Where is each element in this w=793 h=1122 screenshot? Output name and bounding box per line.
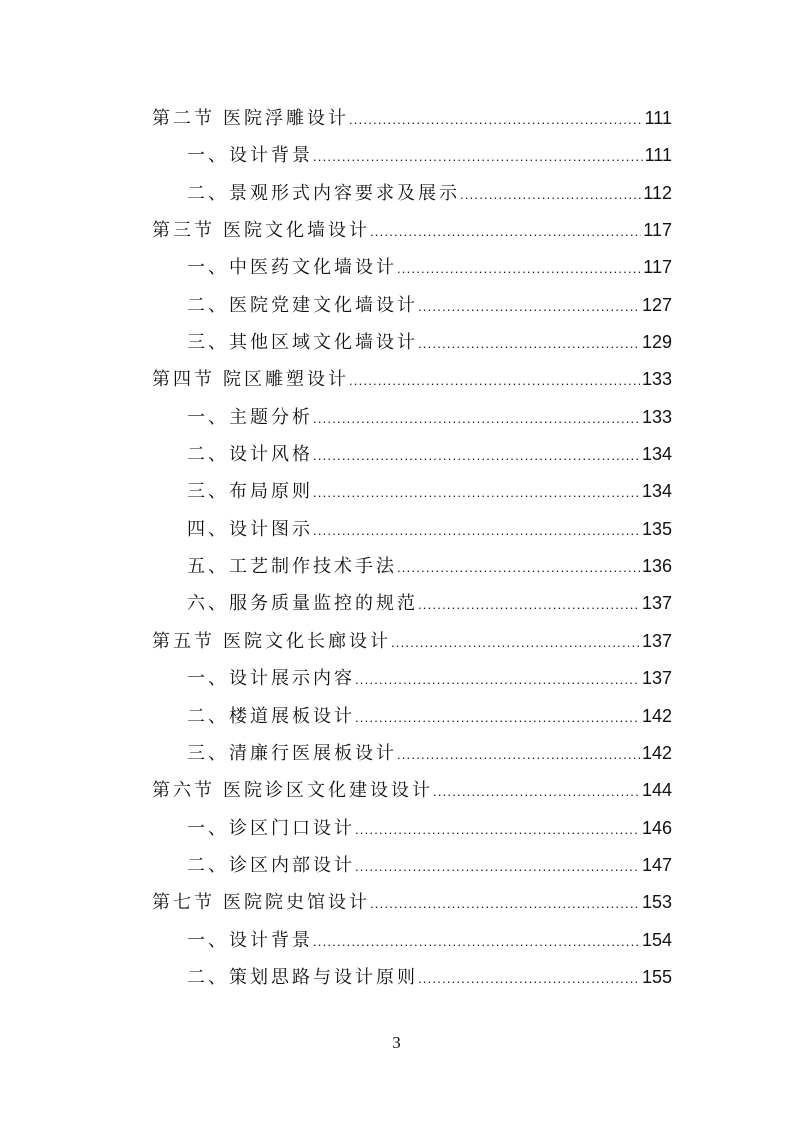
dot-leader — [397, 250, 641, 287]
toc-section-entry — [152, 361, 672, 398]
dot-leader — [433, 773, 640, 810]
page-number: 142 — [641, 705, 672, 726]
toc-section-entry — [152, 884, 672, 921]
item-title: 一、诊区门口设计 — [187, 817, 355, 839]
toc-item-entry — [152, 810, 672, 847]
dot-leader — [370, 213, 641, 250]
dot-leader — [355, 848, 640, 885]
dot-leader — [418, 325, 640, 362]
page-number: 111 — [644, 108, 672, 128]
toc-item-entry — [152, 922, 672, 959]
toc-item-entry — [152, 249, 672, 286]
page-number: 134 — [641, 481, 672, 502]
dot-leader — [370, 885, 640, 922]
page-number: 117 — [643, 257, 672, 278]
dot-leader — [313, 400, 640, 437]
section-title: 院区雕塑设计 — [223, 369, 349, 391]
page-number: 134 — [641, 444, 672, 465]
item-title: 三、其他区域文化墙设计 — [187, 332, 418, 354]
item-title: 三、清廉行医展板设计 — [187, 742, 397, 764]
toc-item-entry — [152, 436, 672, 473]
page-number: 136 — [641, 556, 672, 577]
item-title: 二、楼道展板设计 — [187, 705, 355, 727]
section-number: 第五节 — [152, 630, 215, 652]
item-title: 二、景观形式内容要求及展示 — [187, 182, 460, 204]
page-number: 133 — [641, 369, 672, 390]
dot-leader — [313, 512, 640, 549]
page-number: 137 — [641, 668, 672, 689]
section-title: 医院浮雕设计 — [223, 108, 349, 129]
dot-leader — [355, 699, 640, 736]
page-number: 117 — [643, 220, 672, 241]
item-title: 二、设计风格 — [187, 444, 313, 466]
page-number: 154 — [641, 929, 672, 950]
toc-item-entry — [152, 287, 672, 324]
toc-item-entry — [152, 660, 672, 697]
page-number: 129 — [641, 332, 672, 353]
dot-leader — [349, 101, 643, 138]
dot-leader — [418, 586, 640, 623]
toc-item-entry — [152, 548, 672, 585]
page-number: 137 — [641, 630, 672, 651]
item-title: 一、设计展示内容 — [187, 668, 355, 690]
dot-leader — [313, 138, 643, 175]
dot-leader — [397, 549, 640, 586]
item-title: 四、设计图示 — [187, 518, 313, 540]
page-number: 112 — [643, 182, 672, 203]
section-number: 第四节 — [152, 369, 215, 391]
page-number: 155 — [641, 966, 672, 987]
page-number: 146 — [641, 817, 672, 838]
section-number: 第七节 — [152, 892, 215, 914]
toc-item-entry — [152, 511, 672, 548]
toc-section-entry — [152, 212, 672, 249]
item-title: 二、医院党建文化墙设计 — [187, 294, 418, 316]
section-title: 医院诊区文化建设设计 — [223, 780, 433, 802]
toc-item-entry — [152, 175, 672, 212]
toc-item-entry — [152, 137, 672, 174]
section-title: 医院院史馆设计 — [223, 892, 370, 914]
dot-leader — [349, 362, 640, 399]
dot-leader — [313, 437, 640, 474]
toc-item-entry — [152, 585, 672, 622]
dot-leader — [397, 736, 640, 773]
toc-section-entry — [152, 623, 672, 660]
dot-leader — [313, 474, 640, 511]
item-title: 一、主题分析 — [187, 406, 313, 428]
item-title: 一、中医药文化墙设计 — [187, 257, 397, 279]
section-number: 第六节 — [152, 780, 215, 802]
section-number: 第二节 — [152, 108, 215, 129]
page-number: 111 — [644, 145, 672, 166]
page-number: 142 — [641, 742, 672, 763]
page-number: 137 — [641, 593, 672, 614]
item-title: 一、设计背景 — [187, 145, 313, 167]
item-title: 三、布局原则 — [187, 481, 313, 503]
dot-leader — [391, 624, 640, 661]
toc-item-entry — [152, 473, 672, 510]
page-number: 144 — [641, 780, 672, 801]
item-title: 二、策划思路与设计原则 — [187, 966, 418, 988]
page-number: 133 — [641, 406, 672, 427]
toc-item-entry — [152, 698, 672, 735]
page-number: 135 — [641, 518, 672, 539]
dot-leader — [418, 960, 640, 997]
page-footer-number: 3 — [392, 1033, 401, 1052]
section-number: 第三节 — [152, 220, 215, 242]
page-number: 153 — [641, 892, 672, 913]
section-title: 医院文化长廊设计 — [223, 630, 391, 652]
item-title: 二、诊区内部设计 — [187, 854, 355, 876]
toc-section-entry — [152, 772, 672, 809]
dot-leader — [355, 661, 640, 698]
item-title: 五、工艺制作技术手法 — [187, 556, 397, 578]
page-number: 127 — [641, 294, 672, 315]
dot-leader — [313, 923, 640, 960]
section-title: 医院文化墙设计 — [223, 220, 370, 242]
page-number: 147 — [641, 854, 672, 875]
toc-item-entry — [152, 399, 672, 436]
toc-section-entry — [152, 100, 672, 137]
table-of-contents — [152, 100, 672, 996]
toc-item-entry — [152, 847, 672, 884]
item-title: 一、设计背景 — [187, 929, 313, 951]
item-title: 六、服务质量监控的规范 — [187, 593, 418, 615]
toc-item-entry — [152, 324, 672, 361]
dot-leader — [355, 811, 640, 848]
toc-item-entry — [152, 959, 672, 996]
dot-leader — [418, 288, 640, 325]
toc-item-entry — [152, 735, 672, 772]
dot-leader — [460, 176, 641, 213]
